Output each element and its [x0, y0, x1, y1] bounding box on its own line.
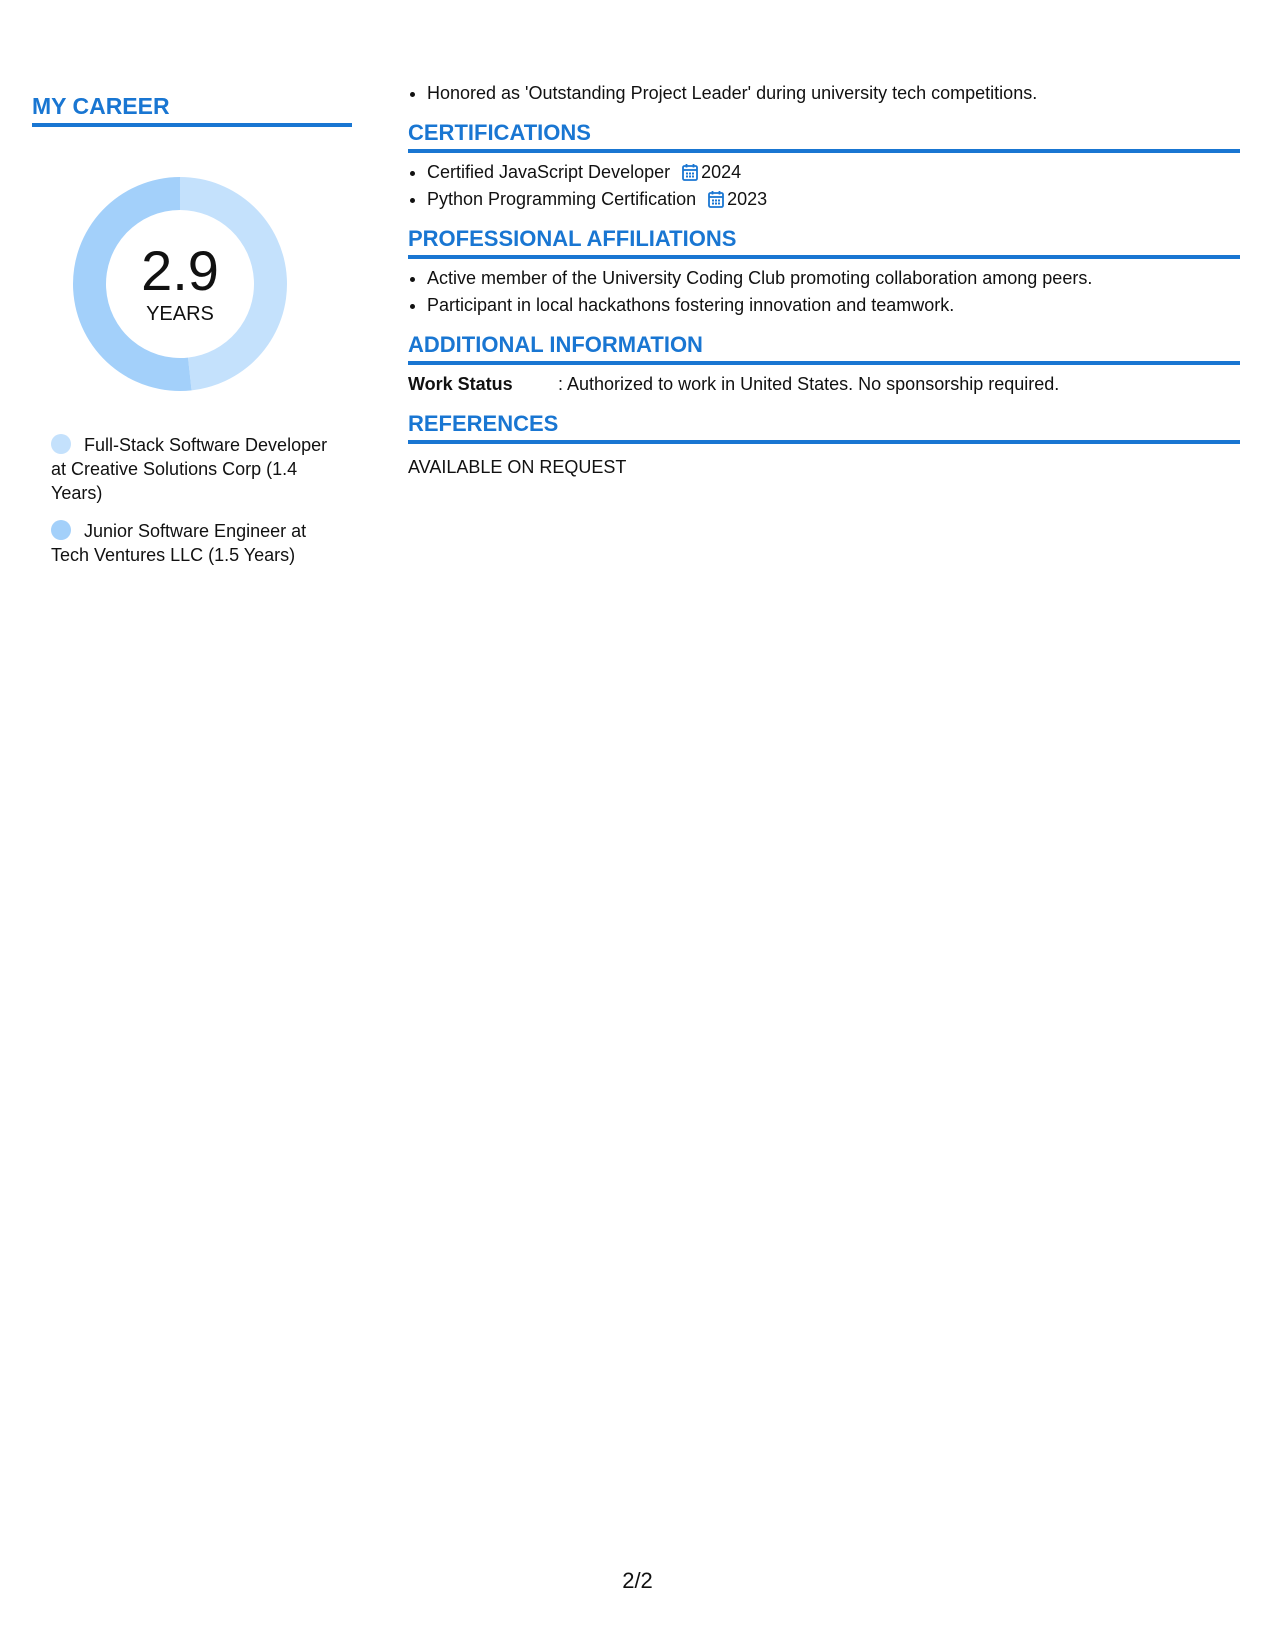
certifications-title: CERTIFICATIONS — [408, 119, 1240, 153]
career-column — [32, 92, 352, 581]
awards-list — [408, 80, 1240, 107]
legend-item — [51, 519, 342, 567]
legend-dot-icon — [51, 434, 71, 454]
certification-name: Python Programming Certification — [427, 189, 697, 209]
affiliations-list — [408, 265, 1240, 319]
list-item — [427, 159, 1240, 186]
main-column — [408, 80, 1240, 481]
certification-year: 2024 — [701, 162, 742, 182]
list-item: • Honored as 'Outstanding Project Leader' during university tech competitions. — [427, 80, 1240, 107]
list-item — [427, 186, 1240, 213]
legend-dot-icon — [51, 520, 71, 540]
references-title: REFERENCES — [408, 410, 1240, 444]
list-item: • Active member of the University Coding Club promoting collaboration among peers. — [427, 265, 1240, 292]
legend-label: Junior Software Engineer at Tech Ventures LLC (1.5 Years) — [51, 521, 307, 565]
calendar-icon — [708, 190, 724, 208]
certifications-list — [408, 159, 1240, 213]
certification-name: Certified JavaScript Developer — [427, 162, 671, 182]
certifications-section — [408, 119, 1240, 213]
work-status-row — [408, 371, 1240, 398]
work-status-value: : Authorized to work in United States. No sponsorship required. — [558, 374, 1060, 394]
certification-date — [708, 189, 767, 209]
career-legend — [32, 433, 352, 567]
affiliations-section — [408, 225, 1240, 319]
career-title: MY CAREER — [32, 92, 352, 127]
career-donut-chart — [65, 169, 295, 399]
references-text: AVAILABLE ON REQUEST — [408, 457, 627, 477]
references-section — [408, 410, 1240, 481]
total-years-unit: YEARS — [146, 303, 214, 325]
additional-info-title: ADDITIONAL INFORMATION — [408, 331, 1240, 365]
certification-year: 2023 — [727, 189, 768, 209]
page-number: 2/2 — [622, 1568, 653, 1593]
total-years-value: 2.9 — [141, 239, 219, 302]
list-item: • Participant in local hackathons fostering innovation and teamwork. — [427, 292, 1240, 319]
certification-date — [682, 162, 741, 182]
additional-info-section — [408, 331, 1240, 398]
legend-item — [51, 433, 342, 505]
affiliations-title: PROFESSIONAL AFFILIATIONS — [408, 225, 1240, 259]
donut-center — [65, 169, 295, 399]
legend-label: Full-Stack Software Developer at Creative Solutions Corp (1.4 Years) — [51, 435, 328, 503]
work-status-label: Work Status — [408, 374, 513, 394]
calendar-icon — [682, 163, 698, 181]
